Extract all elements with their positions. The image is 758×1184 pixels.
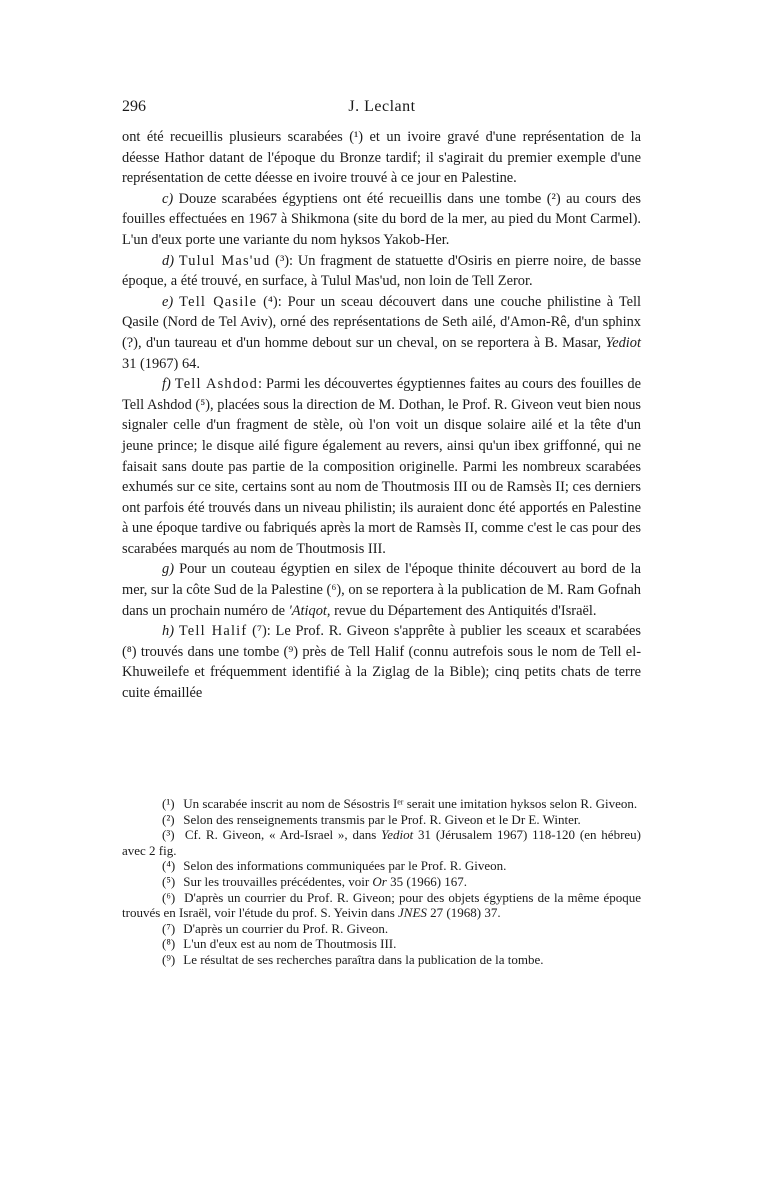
paragraph-c <box>122 189 641 251</box>
footnote <box>122 936 641 952</box>
footnote-text: Le résultat de ses recherches paraîtra dans la publication de la tombe. <box>183 951 544 967</box>
paragraph-text: Pour un couteau égyptien en silex de l'époque thinite découvert au bord de la mer, sur la côte Sud de la Palestine (⁶), on se reportera à la publication de M. Ram Gofnah dans un prochain numéro de <box>122 561 641 619</box>
footnote-mark: (⁸) <box>162 936 176 952</box>
footnote-text: D'après un courrier du Prof. R. Giveon. <box>183 920 389 936</box>
running-head: J. Leclant <box>348 98 416 115</box>
site-name: Tell Qasile <box>179 293 258 310</box>
paragraph-text: 31 (1967) 64. <box>122 355 200 372</box>
item-letter: h) <box>162 623 174 640</box>
item-letter: e) <box>162 293 174 310</box>
journal-title: 'Atiqot <box>288 602 327 619</box>
site-name: Tell Ashdod <box>174 376 259 393</box>
item-letter: g) <box>162 561 174 578</box>
footnote <box>122 952 641 968</box>
site-name: Tulul Mas'ud <box>178 252 271 269</box>
item-letter: d) <box>162 252 174 269</box>
footnote-mark: (⁹) <box>162 951 176 967</box>
paragraph-text: (⁴): Pour un sceau découvert dans une couche philistine à Tell Qasile (Nord de Tel Aviv), orné des représentations de Seth ailé, d'Amon-Rê, d'un sphinx (?), d'un taureau et d'un homme debout sur un cheval, on se reportera à B. Masar, <box>122 293 641 351</box>
footnote-mark: (⁴) <box>162 858 176 874</box>
paragraph-text: Douze scarabées égyptiens ont été recueillis dans une tombe (²) au cours des fouilles effectuées en 1967 à Shikmona (site du bord de la mer, au pied du Mont Carmel). L'un d'eux porte une variante du nom hyksos Yakob-Her. <box>122 190 641 248</box>
footnote-text: 31 (Jérusalem 1967) 118-120 (en hébreu) avec 2 fig. <box>122 827 642 858</box>
footnote-text: 27 (1968) 37. <box>426 905 501 921</box>
footnote <box>122 827 641 858</box>
footnote <box>122 921 641 937</box>
footnote-text: Cf. R. Giveon, « Ard-Israel », dans <box>184 827 382 843</box>
journal-title: Yediot <box>381 827 414 843</box>
footnotes <box>122 796 641 968</box>
item-letter: c) <box>162 190 174 207</box>
item-letter: f) <box>162 376 171 393</box>
footnote-text: Un scarabée inscrit au nom de Sésostris Iᵉʳ serait une imitation hyksos selon R. Giveon. <box>183 796 638 811</box>
footnote-text: Selon des renseignements transmis par le Prof. R. Giveon et le Dr E. Winter. <box>183 811 581 827</box>
footnote-text: Selon des informations communiquées par le Prof. R. Giveon. <box>183 858 507 874</box>
footnote <box>122 874 641 890</box>
paragraph-e <box>122 292 641 374</box>
footnote <box>122 796 641 812</box>
paragraph-f <box>122 374 641 559</box>
footnote <box>122 812 641 828</box>
paragraph-text: , revue du Département des Antiquités d'Israël. <box>326 602 597 619</box>
journal-title: JNES <box>398 905 427 921</box>
journal-title: Yediot <box>605 334 641 351</box>
footnote-mark: (⁵) <box>162 873 176 889</box>
paragraph <box>122 127 641 189</box>
footnote-mark: (⁷) <box>162 920 176 936</box>
footnote-text: D'après un courrier du Prof. R. Giveon; pour des objets égyptiens de la même époque trouvés en Israël, voir l'étude du prof. S. Yeivin dans <box>122 889 641 921</box>
page-header <box>122 98 642 120</box>
paragraph-text: ont été recueillis plusieurs scarabées (¹) et un ivoire gravé d'une représentation de la déesse Hathor datant de l'époque du Bronze tardif; il s'agirait du premier exemple d'une représentation de cette déesse en ivoire trouvé à ce jour en Palestine. <box>122 129 641 187</box>
paragraph-text: : Parmi les découvertes égyptiennes faites au cours des fouilles de Tell Ashdod (⁵), placées sous la direction de M. Dothan, le Prof. R. Giveon veut bien nous signaler celle d'un fragment de stèle, où l'on voit un disque solaire ailé et la tête d'un jeune prince; le disque ailé figure également au revers, ainsi qu'un ibex griffonné, qui ne faisait sans doute pas partie de la composition originelle. Parmi les nombreux scarabées exhumés sur ce site, certains sont au nom de Thoutmosis III ou de Ramsès II; ces derniers ont parfois été trouvés dans un niveau philistin; ils auraient donc été apportés en Palestine à une époque tardive ou fabriqués après la mort de Ramsès II, comme c'est le cas pour des scarabées marqués au nom de Thoutmosis III. <box>122 376 641 557</box>
paragraph-g <box>122 559 641 621</box>
footnote <box>122 858 641 874</box>
journal-title: Or <box>372 873 387 889</box>
paragraph-d <box>122 251 641 292</box>
body-text <box>122 127 641 704</box>
footnote <box>122 890 641 921</box>
footnote-mark: (⁶) <box>162 889 176 905</box>
page-number: 296 <box>122 98 146 115</box>
site-name: Tell Halif <box>178 623 248 640</box>
footnote-text: 35 (1966) 167. <box>386 873 468 889</box>
footnote-text: Sur les trouvailles précédentes, voir <box>183 873 373 889</box>
footnote-mark: (²) <box>162 811 175 827</box>
footnote-mark: (³) <box>162 827 175 843</box>
paragraph-h <box>122 621 641 703</box>
paragraph-text: (⁷): Le Prof. R. Giveon s'apprête à publier les sceaux et scarabées (⁸) trouvés dans une tombe (⁹) près de Tell Halif (connu autrefois sous le nom de Tell el-Khuweilefe et fréquemment identifié à la Ziglag de la Bible); cinq petits chats de terre cuite émaillée <box>122 623 641 702</box>
paragraph-text: (³): Un fragment de statuette d'Osiris en pierre noire, de basse époque, a été trouvé, en surface, à Tulul Mas'ud, non loin de Tell Zeror. <box>122 252 641 290</box>
footnote-mark: (¹) <box>162 796 175 811</box>
footnote-text: L'un d'eux est au nom de Thoutmosis III. <box>183 936 397 952</box>
